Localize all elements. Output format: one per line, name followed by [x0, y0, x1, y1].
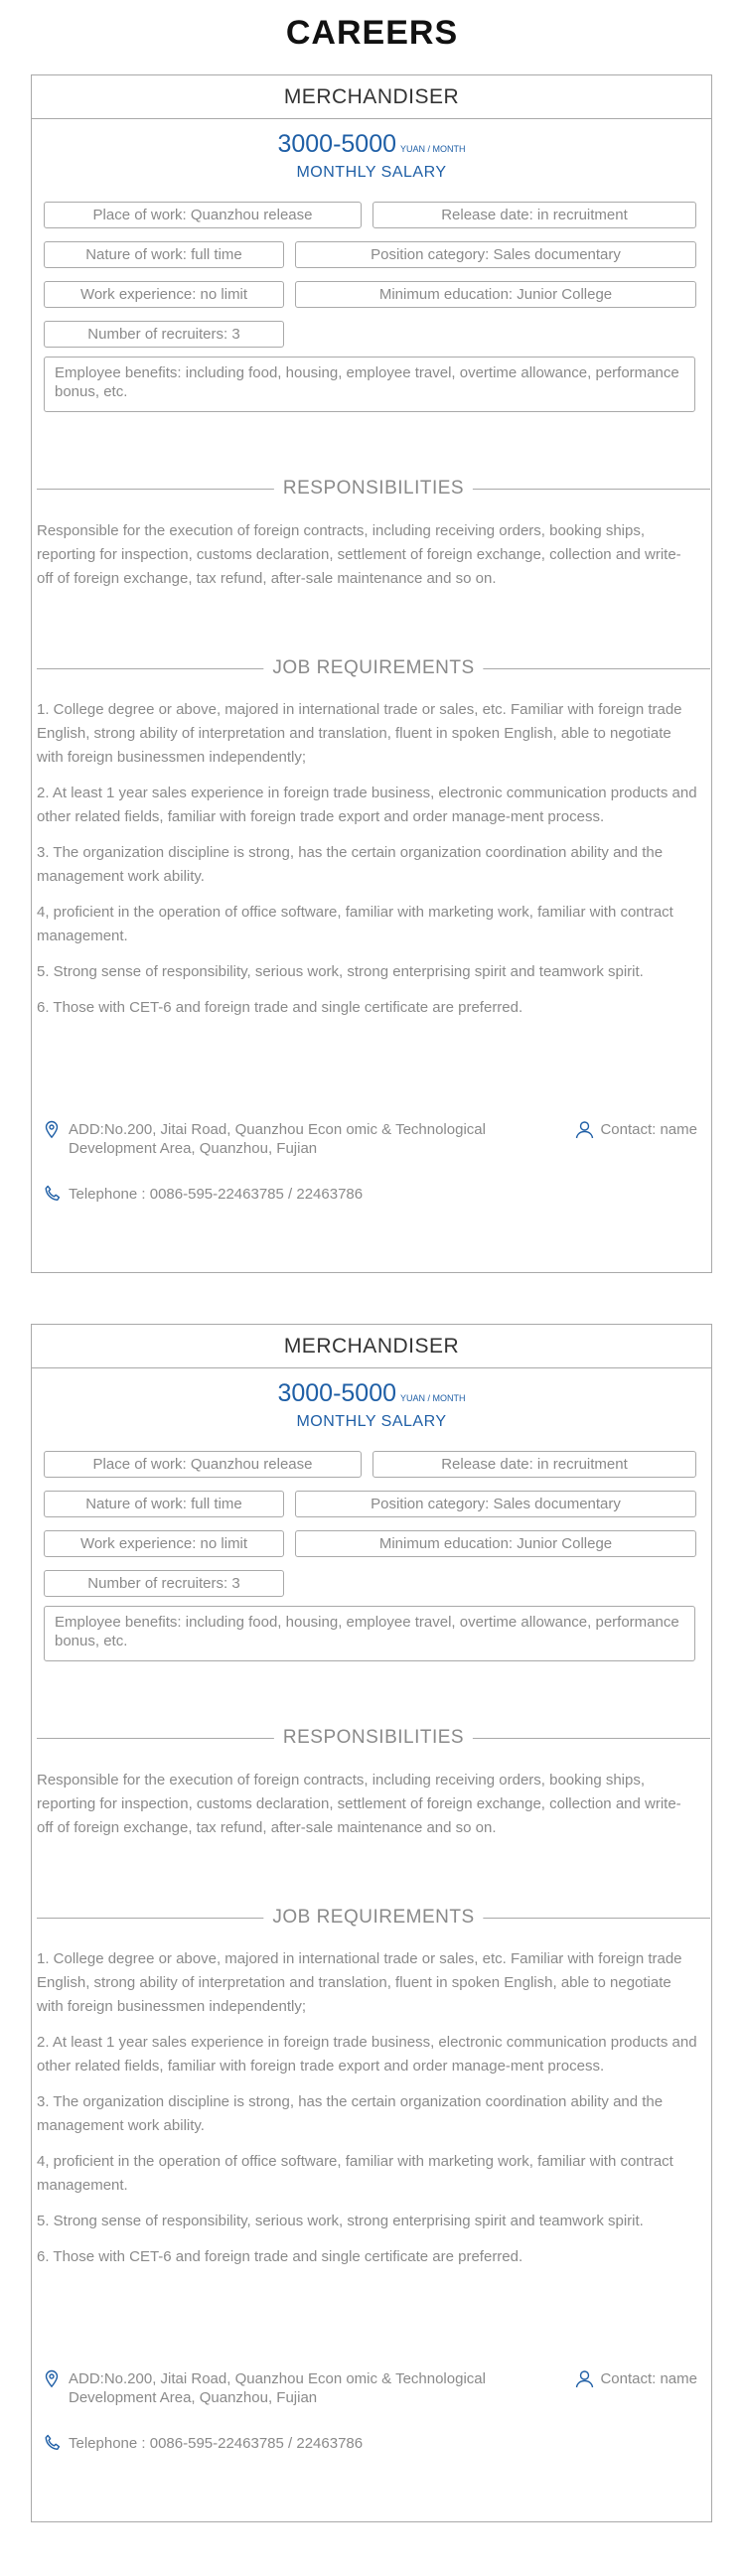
position-category: Position category: Sales documentary [295, 241, 696, 268]
responsibilities-text: Responsible for the execution of foreign contracts, including receiving orders, booking ships, reporting for inspection, customs declaration, settlement of foreign exchange, collection and write-off of foreign exchange, tax refund, after-sale maintenance and so on. [37, 522, 681, 587]
location-pin-icon [44, 2369, 60, 2393]
requirement-item: 1. College degree or above, majored in international trade or sales, etc. Familiar with foreign trade English, strong ability of interpretation and translation, fluent in spoken English, able to negotiate with foreign businessmen independently; [37, 701, 682, 766]
minimum-education: Minimum education: Junior College [295, 281, 696, 308]
requirements-heading [37, 1907, 710, 1929]
requirement-item: 6. Those with CET-6 and foreign trade and single certificate are preferred. [37, 2248, 523, 2265]
contact-name: Contact: name [600, 2370, 697, 2387]
contact-person [575, 2369, 697, 2388]
salary [32, 1379, 711, 1412]
responsibilities-heading [37, 1727, 710, 1749]
requirements-list [37, 698, 697, 1032]
number-of-recruiters: Number of recruiters: 3 [44, 321, 284, 348]
salary-label: MONTHLY SALARY [296, 1413, 447, 1430]
phone-icon [44, 1185, 62, 1209]
phone-icon [44, 2434, 62, 2458]
requirement-item: 4, proficient in the operation of office software, familiar with marketing work, familiar with contract management. [37, 2153, 673, 2194]
job-card [31, 74, 712, 1273]
salary [32, 130, 711, 163]
salary-label: MONTHLY SALARY [296, 164, 447, 181]
contact-address [44, 1120, 501, 1158]
requirements-list [37, 1947, 697, 2281]
telephone-text: Telephone : 0086-595-22463785 / 22463786 [69, 1186, 364, 1203]
requirement-item: 5. Strong sense of responsibility, serious work, strong enterprising spirit and teamwork spirit. [37, 2213, 644, 2229]
requirement-item: 5. Strong sense of responsibility, serious work, strong enterprising spirit and teamwork spirit. [37, 963, 644, 980]
section-title: JOB REQUIREMENTS [263, 657, 483, 679]
contact-phone [44, 2434, 540, 2454]
salary-amount: 3000-5000 [277, 1379, 397, 1407]
nature-of-work: Nature of work: full time [44, 1491, 284, 1517]
contact-person [575, 1120, 697, 1139]
responsibilities-heading [37, 478, 710, 500]
address-text: ADD:No.200, Jitai Road, Quanzhou Econ omic & Technological Development Area, Quanzhou, Fujian [69, 1121, 486, 1157]
requirement-item: 4, proficient in the operation of office software, familiar with marketing work, familiar with contract management. [37, 904, 673, 944]
section-title: RESPONSIBILITIES [274, 1727, 473, 1749]
job-title: MERCHANDISER [32, 75, 711, 119]
contact-address [44, 2369, 501, 2407]
requirements-heading [37, 657, 710, 679]
position-category: Position category: Sales documentary [295, 1491, 696, 1517]
requirement-item: 3. The organization discipline is strong, has the certain organization coordination ability and the management work ability. [37, 844, 664, 885]
job-title: MERCHANDISER [32, 1325, 711, 1368]
address-text: ADD:No.200, Jitai Road, Quanzhou Econ omic & Technological Development Area, Quanzhou, Fujian [69, 2370, 486, 2406]
contact-name: Contact: name [600, 1121, 697, 1138]
number-of-recruiters: Number of recruiters: 3 [44, 1570, 284, 1597]
person-icon [575, 2369, 594, 2393]
salary-amount: 3000-5000 [277, 130, 397, 158]
place-of-work: Place of work: Quanzhou release [44, 1451, 362, 1478]
requirement-item: 1. College degree or above, majored in international trade or sales, etc. Familiar with foreign trade English, strong ability of interpretation and translation, fluent in spoken English, able to negotiate with foreign businessmen independently; [37, 1950, 682, 2015]
work-experience: Work experience: no limit [44, 281, 284, 308]
section-title: RESPONSIBILITIES [274, 478, 473, 500]
job-card [31, 1324, 712, 2522]
place-of-work: Place of work: Quanzhou release [44, 202, 362, 228]
employee-benefits: Employee benefits: including food, housing, employee travel, overtime allowance, performance bonus, etc. [44, 1606, 695, 1661]
release-date: Release date: in recruitment [372, 202, 696, 228]
requirement-item: 6. Those with CET-6 and foreign trade and single certificate are preferred. [37, 999, 523, 1016]
contact-phone [44, 1185, 540, 1205]
telephone-text: Telephone : 0086-595-22463785 / 22463786 [69, 2435, 364, 2452]
requirement-item: 2. At least 1 year sales experience in foreign trade business, electronic communication products and other related fields, familiar with foreign trade export and order manage-ment process. [37, 2034, 697, 2075]
release-date: Release date: in recruitment [372, 1451, 696, 1478]
nature-of-work: Nature of work: full time [44, 241, 284, 268]
minimum-education: Minimum education: Junior College [295, 1530, 696, 1557]
salary-unit: YUAN / MONTH [400, 1393, 466, 1403]
responsibilities-text: Responsible for the execution of foreign contracts, including receiving orders, booking ships, reporting for inspection, customs declaration, settlement of foreign exchange, collection and write-off of foreign exchange, tax refund, after-sale maintenance and so on. [37, 1772, 681, 1836]
requirement-item: 2. At least 1 year sales experience in foreign trade business, electronic communication products and other related fields, familiar with foreign trade export and order manage-ment process. [37, 785, 697, 825]
location-pin-icon [44, 1120, 60, 1144]
salary-unit: YUAN / MONTH [400, 144, 466, 154]
employee-benefits: Employee benefits: including food, housing, employee travel, overtime allowance, performance bonus, etc. [44, 357, 695, 412]
person-icon [575, 1120, 594, 1144]
section-title: JOB REQUIREMENTS [263, 1907, 483, 1929]
requirement-item: 3. The organization discipline is strong, has the certain organization coordination ability and the management work ability. [37, 2093, 664, 2134]
page-title: CAREERS [285, 14, 459, 52]
work-experience: Work experience: no limit [44, 1530, 284, 1557]
